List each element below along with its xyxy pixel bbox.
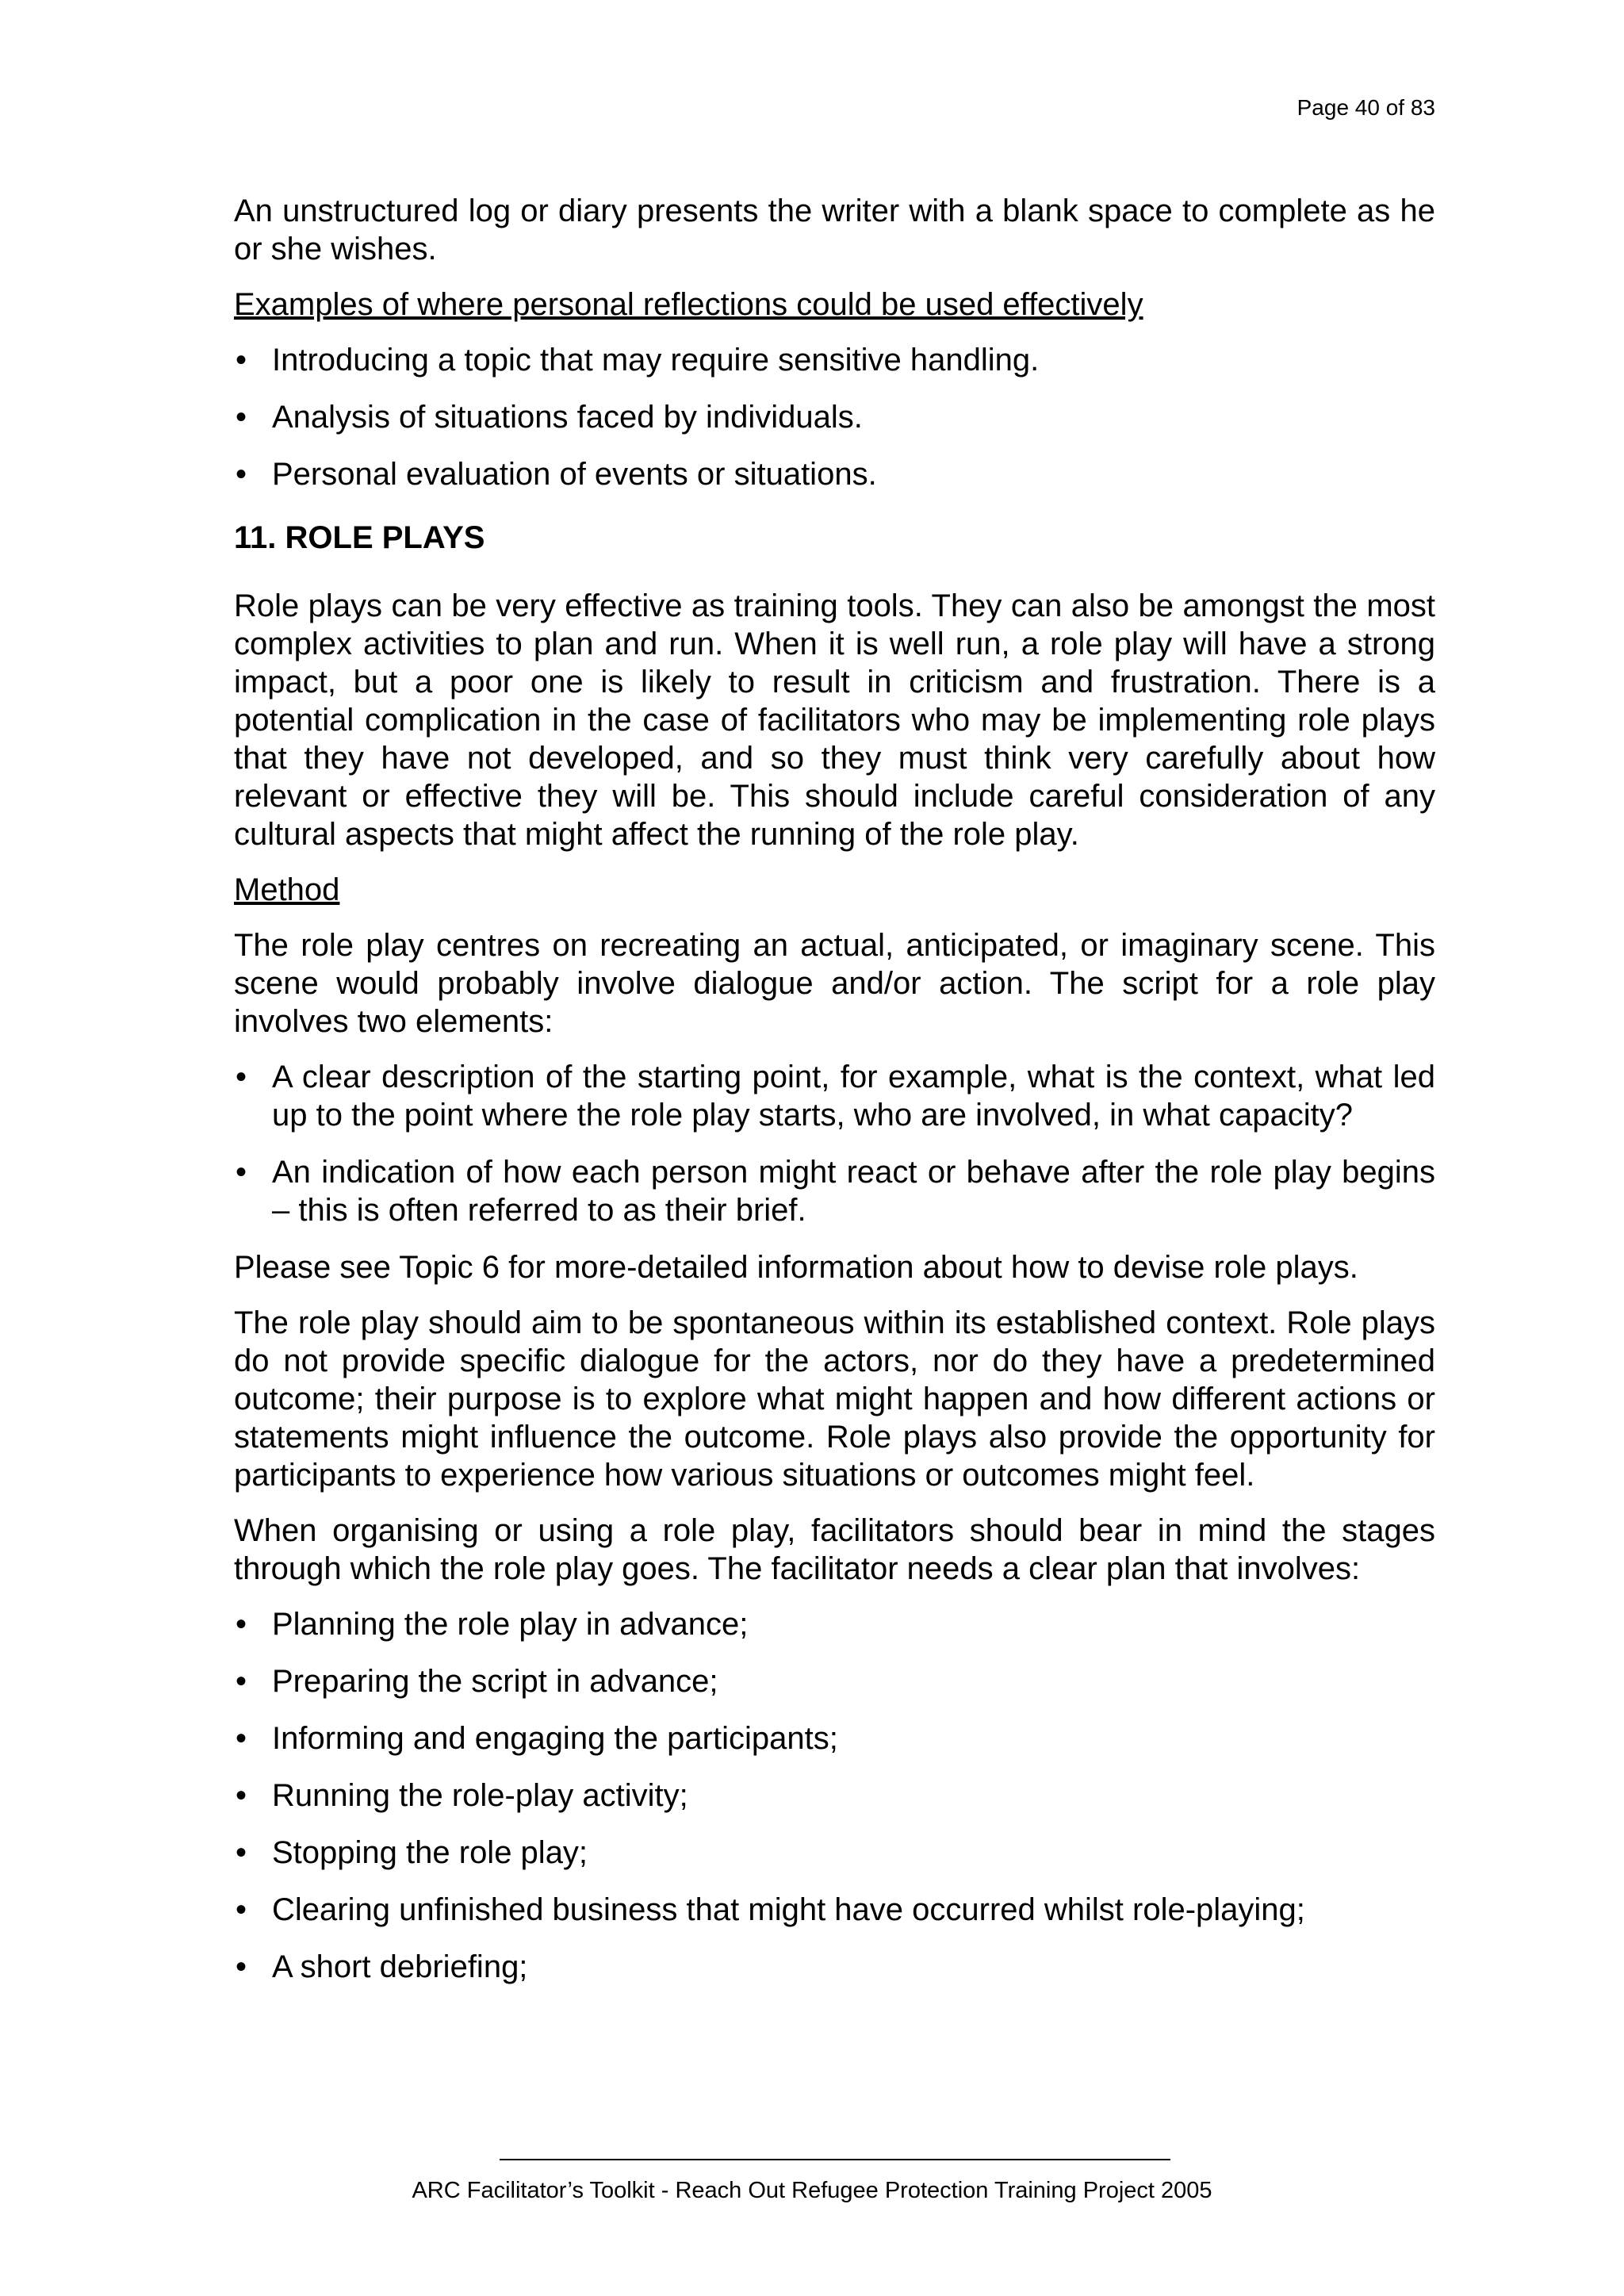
bullet-icon: • [236,457,247,492]
method-paragraph: The role play centres on recreating an actual, anticipated, or imaginary scene. This scene would probably involve dialogue and/or action. The script for a role play involves two elements: [234,928,1435,1039]
intro-paragraph: An unstructured log or diary presents the writer with a blank space to complete as he or she wishes. [234,194,1435,266]
list-item: • An indication of how each person might react or behave after the role play begins – this is often referred to as their brief. [236,1155,1435,1228]
role-plays-paragraph: Role plays can be very effective as training tools. They can also be amongst the most complex activities to plan and run. When it is well run, a role play will have a strong impact, but a poor one is likely to result in criticism and frustration. There is a potential complication in the case of facilitators who may be implementing role plays that they have not developed, and so they must think very carefully about how relevant or effective they will be. This should include careful consideration of any cultural aspects that might affect the running of the role play. [234,588,1435,852]
examples-list [234,341,1435,493]
list-item: • Running the role-play activity; [236,1778,688,1813]
list-item: • Informing and engaging the participants; [236,1721,838,1756]
examples-heading: Examples of where personal reflections could be used effectively [234,287,1143,322]
elements-list [234,1058,1435,1229]
page-number: Page 40 of 83 [1297,95,1435,120]
stages-paragraph: When organising or using a role play, facilitators should bear in mind the stages through which the role play goes. The facilitator needs a clear plan that involves: [234,1513,1435,1586]
bullet-icon: • [236,343,247,378]
footer-divider [500,2159,1170,2160]
list-item: • Analysis of situations faced by individuals. [236,400,863,435]
footer-text: ARC Facilitator’s Toolkit - Reach Out Refugee Protection Training Project 2005 [412,2178,1212,2203]
see-topic-paragraph: Please see Topic 6 for more-detailed information about how to devise role plays. [234,1250,1358,1285]
spontaneous-paragraph: The role play should aim to be spontaneous within its established context. Role plays do not provide specific dialogue for the actors, nor do they have a predetermined outcome; their purpose is to explore what might happen and how different actions or statements might influence the outcome. Role plays also provide the opportunity for participants to experience how various situations or outcomes might feel. [234,1305,1435,1493]
bullet-icon: • [236,1778,247,1813]
bullet-icon: • [236,1155,247,1190]
list-item: • Personal evaluation of events or situations. [236,457,877,492]
bullet-icon: • [236,1607,247,1642]
bullet-icon: • [236,1835,247,1870]
method-heading: Method [234,872,340,907]
list-item: • Stopping the role play; [236,1835,588,1870]
bullet-icon: • [236,400,247,435]
list-item: • Introducing a topic that may require sensitive handling. [236,343,1040,378]
page-content [234,192,1435,2005]
bullet-icon: • [236,1060,247,1094]
list-item: • A short debriefing; [236,1949,528,1984]
bullet-icon: • [236,1892,247,1927]
list-item: • Planning the role play in advance; [236,1607,749,1642]
bullet-icon: • [236,1949,247,1984]
list-item: • Preparing the script in advance; [236,1664,718,1699]
section-heading: 11. ROLE PLAYS [234,520,485,555]
bullet-icon: • [236,1721,247,1756]
stages-list [234,1605,1435,1986]
list-item: • A clear description of the starting point, for example, what is the context, what led up to the point where the role play starts, who are involved, in what capacity? [236,1060,1435,1133]
list-item: • Clearing unfinished business that might have occurred whilst role-playing; [236,1892,1305,1927]
bullet-icon: • [236,1664,247,1699]
